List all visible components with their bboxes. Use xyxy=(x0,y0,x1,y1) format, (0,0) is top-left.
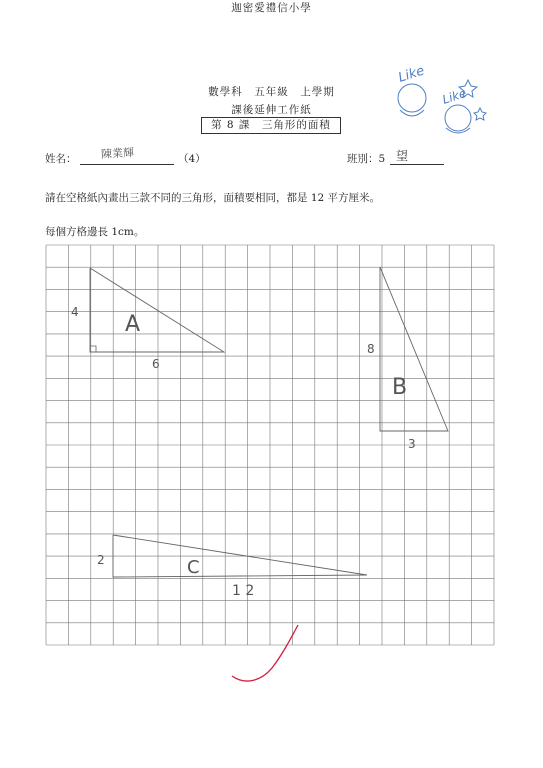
triangle-a-base: 6 xyxy=(152,357,160,371)
teacher-check-mark xyxy=(232,625,298,681)
sticker-text-2: Like xyxy=(440,86,469,107)
triangle-b-label: B xyxy=(392,375,408,400)
sticker-text-1: Like xyxy=(396,63,427,86)
triangle-c-height: 2 xyxy=(97,553,105,567)
class-label: 班別：5 xyxy=(347,153,386,165)
triangle-c-base: 1 2 xyxy=(232,583,255,599)
name-label: 姓名： xyxy=(45,153,77,165)
triangle-c-label: C xyxy=(187,557,200,578)
triangle-a-label: A xyxy=(125,312,141,337)
subject-line: 數學科 五年級 上學期 xyxy=(208,86,335,98)
triangle-a xyxy=(71,268,224,371)
instruction-text: 請在空格紙內畫出三款不同的三角形，面積要相同，都是 12 平方厘米。 xyxy=(45,192,381,204)
triangle-b-height: 8 xyxy=(367,342,375,356)
grid-lines xyxy=(46,245,494,645)
triangle-a-height: 4 xyxy=(71,305,79,319)
student-number: （4） xyxy=(178,153,206,165)
class-value: 望 xyxy=(396,149,409,163)
triangle-b-base: 3 xyxy=(408,437,416,451)
worksheet-title: 課後延伸工作紙 xyxy=(231,104,312,116)
school-name: 迦密愛禮信小學 xyxy=(231,2,312,14)
lesson-title: 第 8 課 三角形的面積 xyxy=(201,117,341,134)
grid-note: 每個方格邊長 1cm。 xyxy=(45,226,145,238)
student-name: 陳業輝 xyxy=(100,146,135,161)
triangle-c xyxy=(97,535,367,599)
triangle-b xyxy=(367,267,448,451)
